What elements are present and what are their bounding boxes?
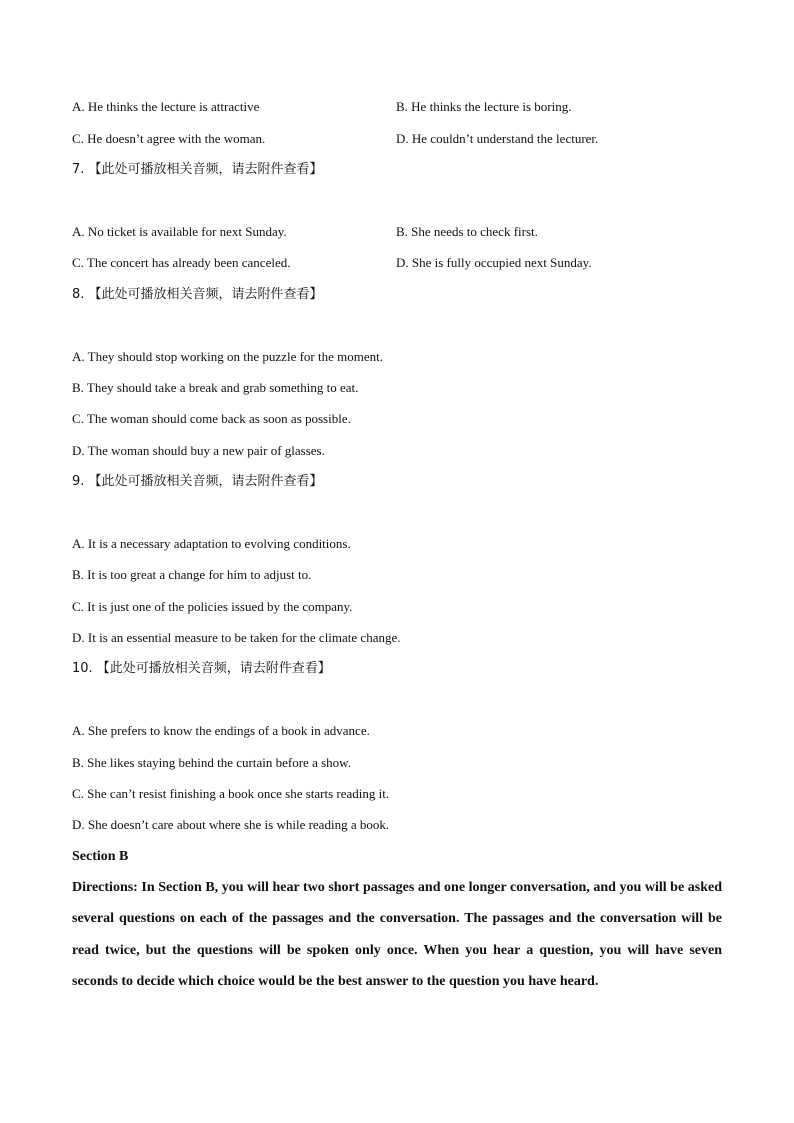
q7-option-c: C. The concert has already been canceled. <box>72 255 291 270</box>
q9-option-b: B. It is too great a change for him to adjust to. <box>72 567 312 582</box>
q6-option-c: C. He doesn’t agree with the woman. <box>72 131 266 146</box>
q8-option-a: A. They should stop working on the puzzle for the moment. <box>72 349 383 364</box>
q8-option-c: C. The woman should come back as soon as possible. <box>72 411 351 426</box>
section-b-directions: Directions: In Section B, you will hear two short passages and one longer conversation, and you will be asked several questions on each of the passages and the conversation. The passages and the conversation will be read twice, but the questions will be spoken only once. When you hear a question, you will have seven seconds to decide which choice would be the best answer to the question you have heard. <box>72 880 722 989</box>
q7-option-a: A. No ticket is available for next Sunday. <box>72 224 287 239</box>
q10-option-d: D. She doesn’t care about where she is while reading a book. <box>72 817 390 832</box>
q7-option-d: D. She is fully occupied next Sunday. <box>396 255 592 270</box>
q9-option-a: A. It is a necessary adaptation to evolving conditions. <box>72 536 351 551</box>
q8-option-b: B. They should take a break and grab something to eat. <box>72 380 359 395</box>
q6-option-a: A. He thinks the lecture is attractive <box>72 99 260 114</box>
section-b-title: Section B <box>72 849 129 864</box>
q10-option-a: A. She prefers to know the endings of a book in advance. <box>72 723 370 738</box>
q9-option-c: C. It is just one of the policies issued by the company. <box>72 599 353 614</box>
q10-option-b: B. She likes staying behind the curtain before a show. <box>72 755 351 770</box>
q10-header: 10. 【此处可播放相关音频，请去附件查看】 <box>72 661 331 676</box>
q6-option-b: B. He thinks the lecture is boring. <box>396 99 572 114</box>
q9-option-d: D. It is an essential measure to be taken for the climate change. <box>72 630 401 645</box>
q9-header: 9. 【此处可播放相关音频，请去附件查看】 <box>72 474 323 489</box>
q8-header: 8. 【此处可播放相关音频，请去附件查看】 <box>72 287 323 302</box>
q6-option-d: D. He couldn’t understand the lecturer. <box>396 131 599 146</box>
q7-header: 7. 【此处可播放相关音频，请去附件查看】 <box>72 162 323 177</box>
q7-option-b: B. She needs to check first. <box>396 224 538 239</box>
q8-option-d: D. The woman should buy a new pair of glasses. <box>72 443 325 458</box>
q10-option-c: C. She can’t resist finishing a book once she starts reading it. <box>72 786 390 801</box>
